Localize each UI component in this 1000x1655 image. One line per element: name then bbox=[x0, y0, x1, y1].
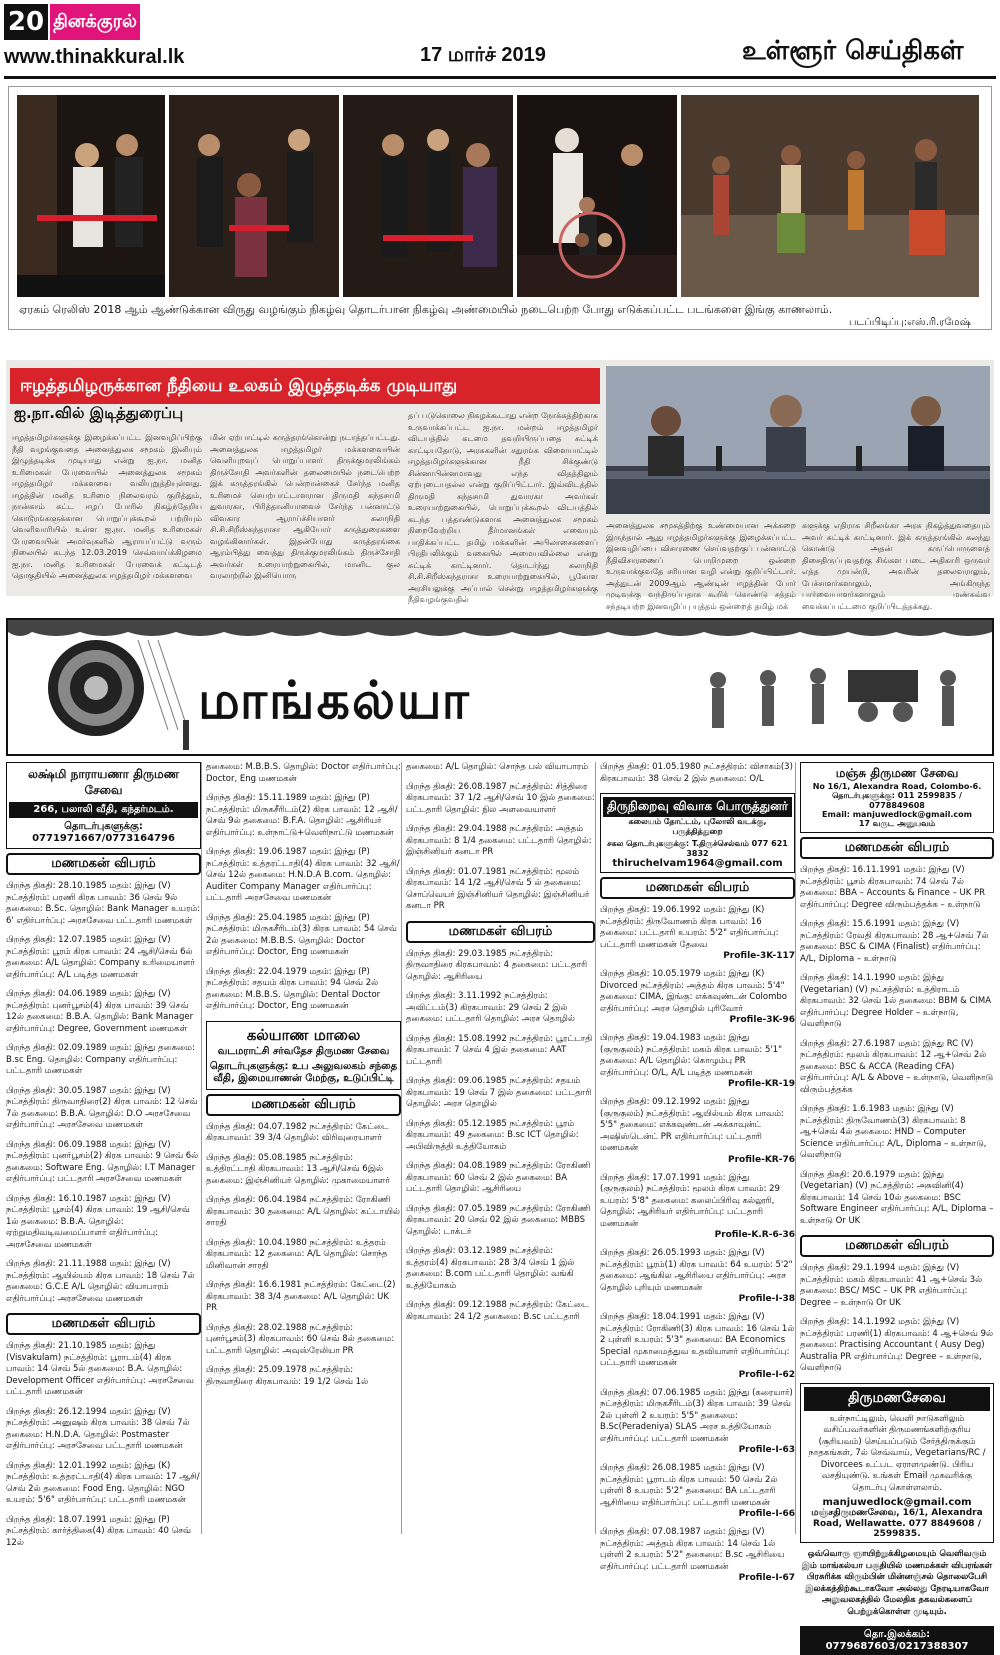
list-item: பிறந்த திகதி: 12.01.1992 மதம்: இந்து (K) நட்சத்திரம்: உத்தரட்டாதி(4) கிரக பாவம்: 17 ஆசி/செவ் 2ல் தகைமை: Food Eng. தொழில்: NGO உயரம்: 5'6" எதிர்பார்ப்பு: பட்டதாரி மணமகன் bbox=[6, 1460, 200, 1505]
profile-id: Profile-KR-76 bbox=[728, 1154, 795, 1165]
article-section bbox=[6, 360, 994, 611]
bride-details-bar: மணமகள் விபரம் bbox=[800, 1235, 994, 1257]
list-item: பிறந்த திகதி: 14.1.1992 மதம்: இந்து (V) நட்சத்திரம்: பரணி(1) கிரகபாவம்: 4 ஆ+செவ் 9ல் தகைமை: Practising Accountant ( Ausy Deg) Australia PR எதிர்பார்ப்பு: Degree – உள்நாடு, வெளிநாடு bbox=[800, 1317, 994, 1373]
list-item: பிறந்த திகதி: 05.08.1985 நட்சத்திரம்: உத்திரட்டாதி கிரகபாவம்: 13 ஆசி/செவ் 6இல் தகைமை: இஞ்சினியர் தொழில்: முகாமையாளர் bbox=[206, 1152, 390, 1186]
list-item: பிறந்த திகதி: 16.11.1991 மதம்: இந்து (V) நட்சத்திரம்: பூசம் கிரகபாவம்: 74 செவ் 7ல் தகைமை: BBA – Accounts & Finance – UK PR எதிர்பார்ப்பு: Degree விரும்பத்தக்க – உள்நாடு bbox=[800, 865, 986, 910]
website-link[interactable]: www.thinakkural.lk bbox=[4, 46, 185, 68]
list-item: பிறந்த திகதி: 18.07.1991 மதம்: இந்து (P) நட்சத்திரம்: கார்த்திகை(4) கிரக பாவம்: 40 செவ் 12ல் bbox=[6, 1514, 192, 1548]
photo-award-presentation[interactable] bbox=[517, 95, 677, 297]
profile-id: Profile-KR-19 bbox=[728, 1079, 795, 1089]
classifieds-column-3 bbox=[406, 762, 596, 1534]
list-item bbox=[600, 969, 795, 1025]
article-column-2: மின் ஏற்பாட்டில் கருத்தரங்கொன்று நடாத்தப்பட்டது. அனைத்துலக ஈழத்தமிழர் மக்களவையின் வெளியுறவுப் பொறுப்பாளர் திருக்குமரலிங்கம் திருச்சோதி அவர்களின் தலைமையில் நடைபெற்ற இக் கருத்தரங்கில் பென்றான்கைச் சேர்ந்த மனித உரிமைச் செயற்பாட்டாளரான திருமதி கந்தசாமி துவாரகா, பிரித்தானியாவைச் சேர்ந்த பன்னாட்டு விவகார ஆராய்ச்சியாளர் கலாநிதி சி.சி.சிறீஸ்கந்தராசா ஆகியோர் கருத்துரைகளை வழங்கினார்கள். இதன்போது கருத்தரங்கை ஆரம்பித்து வைத்து திருக்குமரலிங்கம் திருச்சோதி அவர்கள் உரையாற்றுகையில், மானிட குல வரலாற்றில் இனியொரு bbox=[210, 433, 400, 580]
list-item: பிறந்த திகதி: 19.06.1987 மதம்: இந்து (P) நட்சத்திரம்: உத்தரட்டாதி(4) கிரக பாவம்: 32 ஆசி/செவ் 12ல் தகைமை: H.N.D.A B.com. தொழில்: Auditer Company Manager எதிர்பார்ப்பு: பட்டதாரி அரசசேவை மணமகன் bbox=[206, 847, 400, 903]
list-item: பிறந்த திகதி: 05.12.1985 நட்சத்திரம்: பூரம் கிரகபாவம்: 49 தகைமை: B.sc ICT தொழில்: அபிவிருத்தி உத்தியோகம் bbox=[406, 1118, 579, 1152]
list-item: பிறந்த திகதி: 12.07.1985 மதம்: இந்து (V) நட்சத்திரம்: பூரம் கிரக பாவம்: 24 ஆசி/செவ் 6ல் தகைமை: A/L தொழில்: Company உரிமையாளர் எதிர்பார்ப்பு: A/L படித்த மணமகள் bbox=[6, 935, 195, 980]
groom-list bbox=[800, 865, 994, 1227]
list-item: பிறந்த திகதி: 01.07.1981 நட்சத்திரம்: மூலம் கிரகபாவம்: 14 1/2 ஆசி/செவ் 5 ல் தகைமை: சொப்வெயர் இஞ்சினியர் தொழில்: இஞ்சினியர் கனடா PR bbox=[406, 866, 590, 911]
profile-id: Profile-I-38 bbox=[738, 1294, 795, 1304]
list-item: பிறந்த திகதி: 15.08.1992 நட்சத்திரம்: பூரட்டாதி கிரகபாவம்: 7 செவ் 4 இல் தகைமை: AAT பட்டதாரி bbox=[406, 1033, 593, 1067]
list-item-text: பிறந்த திகதி: 07.06.1985 மதம்: இந்து (கரையார்) நட்சத்திரம்: மிருகசீரிடம்(3) கிரக பாவம்: 39 செவ் 2ல் புள்ளி 2 உயரம்: 5'5" தகைமை: B.Sc(Peradeniya) SLAS அரச உத்தியோகம் எதிர்பார்ப்பு: பட்டதாரி மணமகன் bbox=[600, 1387, 793, 1444]
list-item: பிறந்த திகதி: 04.07.1982 நட்சத்திரம்: கேட்டை கிரகபாவம்: 39 3/4 தொழில்: விரிவுரையாளர் bbox=[206, 1121, 389, 1143]
article-column-1: ஈழத்தமிழர்களுக்கு இழைக்கப்பட்ட இனவழிப்பிற்கு நீதி வழங்குவதை அனைத்துலக சமூகம் இனியும் இழுத்தடிக்க முடியாது என்று ஐ.நா. மனித உரிமைகள் பேரவையில் அனைத்துலக சமூகம் ஈழத்தமிழர் மக்களவை வலியுறுத்தியுள்ளது. ஈழத்தின் மனித உரிமை நிலைவரம் குறித்தும், நான்காம் கட்ட ஈழப் போரில் நிகழ்ந்தேறிய கொடூரங்களுக்கான பொறுப்புக்கூறல் பற்றியும் வெளிவாரியில் உள்ள ஐ.நா. மனித உரிமைகள் பேரவையின் அமர்வுகளில் ஆராயப்பட்டு வரும் நிலையில் கடந்த 12.03.2019 செவ்வாய்க்கிழமை ஐ.நா. மனித உரிமைகள் பேரவைக் கட்டிடத் தொகுதியில் அனைத்துலக ஈழத்தமிழர் மக்களவை bbox=[12, 433, 202, 580]
list-item: பிறந்த திகதி: 29.03.1985 நட்சத்திரம்: திருவாதிரை கிரகபாவம்: 4 தகைமை: பட்டதாரி தொழில்: ஆசிரியை bbox=[406, 948, 588, 982]
profile-id: Profile-3K-117 bbox=[723, 951, 795, 961]
service-contact[interactable]: சகல தொடர்புகளுக்கு: T.திருச்செல்வம் 077 621 3832 bbox=[607, 839, 788, 858]
list-item: பிறந்த திகதி: 15.11.1989 மதம்: இந்து (P) நட்சத்திரம்: மிருகசீரிடம்(2) கிரக பாவம்: 12 ஆசி/செவ் 9ல் தகைமை: B.F.A. தொழில்: ஆசிரியர் எதிர்பார்ப்பு: உள்நாட்டு+வெளிநாட்டு மணமகன் bbox=[206, 793, 398, 838]
lakshmi-service-box bbox=[6, 762, 201, 849]
bride-details-bar: மணமகள் விபரம் bbox=[406, 921, 595, 943]
list-item: பிறந்த திகதி: 28.02.1988 நட்சத்திரம்: புனர்பூசம்(3) கிரகபாவம்: 60 செவ் 8ல் தகைமை: பட்டதாரி தொழில்: அவுஸ்ரேலியா PR bbox=[206, 1322, 395, 1356]
service-email[interactable]: manjuwedlock@gmail.com bbox=[822, 1497, 972, 1508]
groom-list-continued bbox=[406, 762, 595, 913]
list-item: பிறந்த திகதி: 07.05.1989 நட்சத்திரம்: ரோகிணி கிரகபாவம்: 20 செவ் 02 இல் தகைமை: MBBS தொழில்: டாக்டர் bbox=[406, 1203, 591, 1237]
list-item bbox=[600, 1388, 795, 1456]
groom-details-bar: மணமகன் விபரம் bbox=[6, 853, 201, 875]
list-item: பிறந்த திகதி: 22.04.1979 மதம்: இந்து (P) நட்சத்திரம்: சதயம் கிரக பாவம்: 94 செவ் 2ல் தகைமை: M.B.B.S. தொழில்: Dental Doctor எதிர்பார்ப்பு: Doctor, Eng மணமகன் bbox=[206, 966, 381, 1011]
bride-list bbox=[600, 905, 795, 1583]
list-item: பிறந்த திகதி: 27.6.1987 மதம்: இந்து RC (V) நட்சத்திரம்: மூலம் கிரகபாவம்: 12 ஆ+செவ் 2ல் தகைமை: BSC & ACCA (Reading CFA) எதிர்பார்ப்பு: A/L & Above – உள்நாடு, வெளிநாடு விரும்பத்தக்க bbox=[800, 1038, 994, 1095]
list-item-text: பிறந்த திகதி: 10.05.1979 மதம்: இந்து (K) Divorced நட்சத்திரம்: அத்தம் கிரக பாவம்: 5'4" தகைமை: CIMA, இங்கு: எக்கவுண்டன் Colombo எதிர்பார்ப்பு: அரச தொழில் புரிவோர் bbox=[600, 969, 787, 1014]
bride-list bbox=[800, 1263, 994, 1375]
list-item bbox=[600, 1312, 795, 1380]
classifieds-column-2 bbox=[206, 762, 402, 1534]
service-title: மஞ்சு திருமண சேவை bbox=[835, 766, 959, 780]
list-item bbox=[600, 1248, 795, 1304]
bride-details-bar: மணமகள் விபரம் bbox=[600, 877, 795, 899]
classifieds-column-1 bbox=[6, 762, 202, 1548]
list-item-text: பிறந்த திகதி: 18.04.1991 மதம்: இந்து (V) நட்சத்திரம்: ரோகிணி(3) கிரக பாவம்: 16 செவ் 1ல் 2 புள்ளி உயரம்: 5'3" தகைமை: BA Economics Special முகாமைத்துவ உதவியாளர் எதிர்பார்ப்பு: பட்டதாரி மணமகன் bbox=[600, 1312, 795, 1368]
list-item: பிறந்த திகதி: 06.09.1988 மதம்: இந்து (V) நட்சத்திரம்: புனர்பூசம்(2) கிரக பாவம்: 9 செவ் 6ல் தகைமை: Software Eng. தொழில்: I.T Manager எதிர்பார்ப்பு: பட்டதாரி அரசசேவை மணமகள் bbox=[6, 1139, 199, 1184]
classifieds-column-4 bbox=[600, 762, 796, 1583]
list-item: பிறந்த திகதி: 01.05.1980 நட்சத்திரம்: விசாகம்(3) கிரகபாவம்: 38 செவ் 2 இல் தகைமை: O/L bbox=[600, 762, 793, 784]
article-column-4: அனைத்துலக சமூகத்திற்கு உண்மையான அக்கறை இருந்தால் ஆது ஈழத்தமிழர்களுக்கு இழைக்கப்பட்ட இனவழிப்பை விசாரணை செய்வதற்குப் பன்னாட்டு நீதிவிசாரணைப் பொறிமுறை ஒன்றை உருவாக்குவதே சரியான வழி என்று குறிப்பிட்டார். அத்துடன் 2009ஆம் ஆண்டின் ஈழத்தின் போர் முடிவுக்கு வந்திருப்பதாக கூறிக் கொண்டு சத்தம் சந்தடியற்ற இனவழிப்பு யுத்தம் ஒன்றைத் தமிழ் மக் bbox=[606, 521, 796, 611]
profile-id: Profile-K.R-6-36 bbox=[714, 1230, 795, 1240]
photo-dance-performance[interactable] bbox=[681, 95, 979, 297]
mangalya-banner bbox=[6, 618, 994, 756]
service-description: உள்நாட்டிலும், வெளி நாடுகளிலும் வசிப்பவர்களின் திருமணங்களிற்குரிய (சூரியவம்) செய்யப்படும் சேர்த்திருக்கும் நாதகங்கள், 7ல் செவ்வாய், Vegetarians/RC / Divorcees உட்பட ஏராளமுண்டு. பிரிய வசதியுண்டு. உங்கள் Email முகவரிக்கு தொடர்பு கொள்ளலாம். bbox=[808, 1413, 986, 1493]
list-item: பிறந்த திகதி: 03.12.1989 நட்சத்திரம்: உத்தரம்(4) கிரகபாவம்: 28 3/4 செவ் 1 இல் தகைமை: B.com பட்டதாரி தொழில்: வங்கி உத்தியோகம் bbox=[406, 1246, 575, 1291]
list-item: பிறந்த திகதி: 26.08.1987 நட்சத்திரம்: சித்திரை கிரகபாவம்: 37 1/2 ஆசி/செவ் 10 இல் தகைமை: பட்டதாரி தொழில்: நில அளவையாளர் bbox=[406, 781, 595, 815]
list-item: தகைமை: A/L தொழில்: சொந்த பல் வியாபாரம் bbox=[406, 762, 589, 772]
service-email[interactable]: Email: manjuwedlock@gmail.com bbox=[822, 810, 972, 819]
list-item-text: பிறந்த திகதி: 07.08.1987 மதம்: இந்து (V) நட்சத்திரம்: அத்தம் கிரக பாவம்: 14 செவ் 1ல் புள்ளி 2 உயரம்: 5'2" தகைமை: B.sc ஆசிரியை எதிர்பார்ப்பு: பட்டதாரி மணமகன் bbox=[600, 1527, 785, 1572]
bride-list bbox=[6, 1341, 201, 1549]
list-item: பிறந்த திகதி: 02.09.1989 மதம்: இந்து தகைமை: B.sc Eng. தொழில்: Company எதிர்பார்ப்பு: பட்டதாரி மணமகள் bbox=[6, 1043, 195, 1076]
list-item: பிறந்த திகதி: 20.6.1979 மதம்: இந்து (Vegetarian) (V) நட்சத்திரம்: அசுவினி(4) கிரகபாவம்: 14 செவ் 10ல் தகைமை: BSC Software Engineer எதிர்பார்ப்பு: A/L, Diploma – உள்நாடு Or UK bbox=[800, 1169, 994, 1226]
list-item: பிறந்த திகதி: 04.08.1989 நட்சத்திரம்: ரோகிணி கிரகபாவம்: 60 செவ் 2 இல் தகைமை: BA பட்டதாரி தொழில்: ஆசிரியை bbox=[406, 1161, 591, 1194]
article-subhead: ஐ.நா.வில் இடித்துரைப்பு bbox=[14, 404, 184, 422]
photo-lighting-ceremony[interactable] bbox=[343, 95, 513, 297]
issue-date: 17 மார்ச் 2019 bbox=[420, 44, 546, 66]
article-column-3: தப் படுகொலை நிகழக்கூடாது என்ற நோக்கத்திற்காக உருவாக்கப்பட்ட ஐ.நா. மன்றம் ஈழத்தமிழர் விடயத்தில் கடமை தவறியிருப்பதை சுட்டிக் காட்டியதோடு, அரசுகளின் சதுரங்க விளையாட்டில் ஈழத்தமிழர்களுக்கான நீதி சிக்குண்டு சின்னாபின்னமாவது எந்த விதத்திலும் ஏற்புடையதல்ல என்று குறிப்பிட்டார். இவ்விடத்தில் திருமதி கந்தசாமி துவாரகா அவர்கள் உரையாற்றுகையில், பொறுப்புக்கூறல் விடயத்தில் கடந்த பத்தாண்டுகளாக அனைத்துலக சமூகம் நிறைவேற்றிய தீர்மானங்கள் எவையும் பாதிக்கப்பட்ட தமிழ் மக்களின் அபிலாசைகளைப் பிரதிபலிக்கும் வகையில் அமையவில்லை என்று சுட்டிக் காட்டினார். தொடர்ந்து கலாநிதி சி.சி.சிறீஸ்கந்தராசா உரையாற்றுகையில், பூகோள அரசியலுக்கு அப்பால் சென்று ஈழத்தமிழர்களுக்கு நீதிவழங்குவதில் bbox=[408, 411, 598, 604]
list-item: பிறந்த திகதி: 15.6.1991 மதம்: இந்து (V) நட்சத்திரம்: ரேவதி கிரகபாவம்: 28 ஆ+செவ் 7ல் தகைமை: BSC & CIMA (Finalist) எதிர்பார்ப்பு: A/L, Diploma – உள்நாடு bbox=[800, 919, 989, 964]
list-item: பிறந்த திகதி: 29.04.1988 நட்சத்திரம்: அத்தம் கிரகபாவம்: 8 1/4 தகைமை: பட்டதாரி தொழில்: இஞ்சினியர் கனடா PR bbox=[406, 824, 592, 857]
service-email[interactable]: thiruchelvam1964@gmail.com bbox=[612, 858, 783, 869]
list-item: பிறந்த திகதி: 21.10.1985 மதம்: இந்து (Visvakulam) நட்சத்திரம்: பூராடம்(4) கிரக பாவம்: 14 செவ் 5ல் தகைமை: B.A. தொழில்: Development Officer எதிர்பார்ப்பு: அரசசேவை பட்டதாரி மணமகன் bbox=[6, 1341, 194, 1397]
section-title: உள்ளூர் செய்திகள் bbox=[742, 36, 964, 66]
list-item-text: பிறந்த திகதி: 17.07.1991 மதம்: இந்து (குருகுலம்) நட்சத்திரம்: மூலம் கிரக பாவம்: 29 உயரம்: 5'8" தகைமை: கலைப்பிரிவு கல்லூரி, தொழில்: ஆசிரியர் எதிர்பார்ப்பு: பட்டதாரி மணமகன் bbox=[600, 1172, 780, 1229]
list-item: பிறந்த திகதி: 10.04.1980 நட்சத்திரம்: உத்தரம் கிரகபாவம்: 12 தகைமை: A/L தொழில்: சொந்த மினிவான் சாரதி bbox=[206, 1237, 388, 1271]
list-item-text: பிறந்த திகதி: 26.05.1993 மதம்: இந்து (V) நட்சத்திரம்: பூரம்(1) கிரக பாவம்: 64 உயரம்: 5'2" தகைமை: ஆங்கில ஆசிரியை எதிர்பார்ப்பு: அரச தொழில் புரியும் மணமகன் bbox=[600, 1248, 793, 1293]
service-experience: 17 வருட அனுபவம் bbox=[858, 819, 936, 828]
service-subtitle: வடமராட்சி சர்வதேச திருமண சேவை bbox=[217, 1045, 390, 1057]
list-item-text: பிறந்த திகதி: 19.06.1992 மதம்: இந்து (K) நட்சத்திரம்: திருவோணம் கிரக பாவம்: 16 தகைமை: பட்டதாரி உயரம்: 5'2" எதிர்பார்ப்பு: பட்டதாரி மணமகன் தேவை bbox=[600, 905, 779, 950]
profile-id: Profile-I-62 bbox=[738, 1369, 795, 1380]
service-title: திருமணசேவை bbox=[804, 1387, 990, 1411]
list-item-text: பிறந்த திகதி: 26.08.1985 மதம்: இந்து (V) நட்சத்திரம்: பூராடம் கிரக பாவம்: 50 செவ் 2ல் புள்ளி 8 உயரம்: 5'2" தகைமை: BA பட்டதாரி ஆசிரியை எதிர்பார்ப்பு: பட்டதாரி மணமகன் bbox=[600, 1463, 778, 1508]
service-address: No 16/1, Alexandra Road, Colombo-6. bbox=[812, 782, 982, 791]
thirunirai-service-box bbox=[600, 793, 795, 873]
list-item: பிறந்த திகதி: 25.04.1985 மதம்: இந்து (P) நட்சத்திரம்: மிருகசீரிடம்(3) கிரக பாவம்: 54 செவ் 2ல் தகைமை: M.B.B.S. தொழில்: Doctor எதிர்பார்ப்பு: Doctor, Eng மணமகன் bbox=[206, 912, 397, 957]
newspaper-logo[interactable]: தினக்குரல் bbox=[50, 4, 140, 40]
list-item: பிறந்த திகதி: 16.6.1981 நட்சத்திரம்: கேட்டை(2) கிரகபாவம்: 38 3/4 தகைமை: A/L தொழில்: UK PR bbox=[206, 1280, 396, 1313]
profile-id: Profile-3K-96 bbox=[729, 1015, 795, 1025]
manju-service-box bbox=[800, 762, 994, 833]
contact-phone[interactable]: தொ.இலக்கம்: 0779687603/0217388307 bbox=[800, 1626, 994, 1655]
list-item: தகைமை: M.B.B.S. தொழில்: Doctor எதிர்பார்ப்பு: Doctor, Eng மணமகன் bbox=[206, 762, 401, 784]
article-column-5: களுக்கு எதிராக சிறீலங்கா அரசு நிகழ்த்துவதையும் அவர் சுட்டிக் காட்டினார். இக் கருத்தரங்கில் கலந்து கொண்டு அதன் கருப்பொருளைத் திசைதிருப்புவதற்கு சிங்கள படை அதிகாரி ஒருவர் எத்த முயன்றி, அவரின் தலைவராலும், பேச்சாளர்களாலும், அங்கிருந்த பார்வையாளர்களாலும் மண்கவ்வ வைக்கப்பட்டமை குறிப்பிடத்தக்கது. bbox=[802, 521, 990, 611]
list-item: பிறந்த திகதி: 04.06.1989 மதம்: இந்து (V) நட்சத்திரம்: புனர்பூசம்(4) கிரக பாவம்: 39 செவ் 12ல் தகைமை: B.B.A. தொழில்: Bank Manager எதிர்பார்ப்பு: Degree, Government மணமகள் bbox=[6, 989, 194, 1034]
list-item bbox=[600, 1463, 795, 1519]
profile-id: Profile-I-67 bbox=[738, 1573, 795, 1583]
page-number: 20 bbox=[4, 4, 48, 40]
banner-decoration bbox=[8, 620, 992, 754]
kalyana-malai-box bbox=[206, 1021, 401, 1090]
photo-lamp-lighting[interactable] bbox=[169, 95, 339, 297]
list-item: பிறந்த திகதி: 09.06.1985 நட்சத்திரம்: சதயம் கிரகபாவம்: 19 செவ் 7 இல் தகைமை: பட்டதாரி தொழில்: அரச தொழில் bbox=[406, 1076, 592, 1109]
list-item bbox=[600, 1527, 795, 1583]
list-item bbox=[600, 1173, 795, 1241]
profile-id: Profile-I-66 bbox=[738, 1509, 795, 1519]
masthead bbox=[0, 0, 1000, 78]
groom-details-bar: மணமகன் விபரம் bbox=[206, 1094, 401, 1116]
list-item: பிறந்த திகதி: 26.12.1994 மதம்: இந்து (V) நட்சத்திரம்: அனுஷம் கிரக பாவம்: 38 செவ் 7ல் தகைமை: H.N.D.A. தொழில்: Postmaster எதிர்பார்ப்பு: அரசசேவை பட்டதாரி மணமகன் bbox=[6, 1406, 190, 1451]
submission-notice: ஒவ்வொரு ஞாயிற்றுக்கிழமையும் வெளிவரும் இம் மாங்கல்யா பகுதியில் மணமக்கள் விபரங்கள் பிரசுரிக்க விரும்பின் மின்னஞ்சல் தொலைபேசி இலக்கத்திற்கூடாகவோ அல்லது நேரடியாகவோ அலுவலகத்தில் மேலதிக தகவல்களைப் பெற்றுக்கொள்ள முடியும். bbox=[801, 1549, 993, 1617]
groom-list bbox=[6, 881, 201, 1305]
panel-speakers-image bbox=[606, 366, 990, 514]
article-photo-panel[interactable] bbox=[606, 366, 990, 514]
groom-list bbox=[206, 1122, 401, 1389]
list-item: பிறந்த திகதி: 14.1.1990 மதம்: இந்து (Vegetarian) (V) நட்சத்திரம்: உத்திராடம் கிரகபாவம்: 32 செவ் 1ல் தகைமை: BBM & CIMA எதிர்பார்ப்பு: Degree Holder – உள்நாடு, வெளிநாடு bbox=[800, 973, 992, 1029]
service-title: லக்ஷ்மி நாராயணா திருமண சேவை bbox=[28, 767, 179, 797]
photo-credit: படப்பிடிப்பு:எஸ்.ரி.ரமேஷ் bbox=[849, 317, 971, 328]
list-item-text: பிறந்த திகதி: 19.04.1983 மதம்: இந்து (குருகுலம்) நட்சத்திரம்: மகம் கிரக பாவம்: 5'1" தகைமை: A/L தொழில்: கொழும்பு PR எதிர்பார்ப்பு: O/L, A/L படித்த மணமகன் bbox=[600, 1033, 783, 1078]
service-contact[interactable]: தொடர்புகளுக்கு: 0771971667/0773164796 bbox=[32, 821, 175, 844]
bride-details-bar: மணமகள் விபரம் bbox=[6, 1313, 201, 1335]
list-item: பிறந்த திகதி: 29.1.1994 மதம்: இந்து (V) நட்சத்திரம்: மகம் கிரகபாவம்: 41 ஆ+செவ் 3ல் தகைமை: BSC/ MSC – UK PR எதிர்பார்ப்பு: Degree – உள்நாடு Or UK bbox=[800, 1263, 983, 1308]
service-title: கல்யாண மாலை bbox=[246, 1025, 361, 1044]
photo-strip bbox=[8, 86, 992, 330]
list-item: பிறந்த திகதி: 28.10.1985 மதம்: இந்து (V) நட்சத்திரம்: பரணி கிரக பாவம்: 36 செவ் 9ல் தகைமை: B.Sc. தொழில்: Bank Manager உயரம்: 6' எதிர்பார்ப்பு: அரசசேவை பட்டதாரி மணமகள் bbox=[6, 881, 201, 926]
groom-details-bar: மணமகன் விபரம் bbox=[800, 837, 994, 859]
service-address: கலையம் தோட்டம், புலோலி வடக்கு, பருத்தித்துறை bbox=[628, 817, 767, 836]
bride-list bbox=[406, 949, 595, 1324]
list-item-text: பிறந்த திகதி: 09.12.1992 மதம்: இந்து (குருகுலம்) நட்சத்திரம்: ஆயில்யம் கிரக பாவம்: 5'5" தகைமை: எக்கவுண்டன் அக்காவுன்ட் அஷிஸ்டென்ட் PR எதிர்பார்ப்பு: பட்டதாரி மணமகன் bbox=[600, 1097, 784, 1153]
service-contact[interactable]: தொடர்புகளுக்கு: 011 2599835 / 0778849608 bbox=[832, 791, 962, 810]
groom-list-continued bbox=[206, 762, 401, 1013]
article-headline[interactable]: ஈழத்தமிழருக்கான நீதியை உலகம் இழுத்தடிக்க முடியாது bbox=[10, 368, 600, 404]
service-contact[interactable]: தொடர்புகளுக்கு: உப அலுவலகம் சந்தை வீதி, இமையாணன் மேற்கு, உடுப்பிட்டி bbox=[209, 1060, 398, 1084]
photo-caption: ஏரகம் ரெலிஸ் 2018 ஆம் ஆண்டுக்கான விருது வழங்கும் நிகழ்வு தொடர்பான நிகழ்வு அண்மையில் நடைபெற்ற போது எடுக்கப்பட்ட படங்களை இங்கு காணலாம். bbox=[19, 303, 833, 316]
list-item bbox=[600, 1033, 795, 1089]
marriage-service-ad bbox=[800, 1383, 994, 1544]
list-item: பிறந்த திகதி: 25.09.1978 நட்சத்திரம்: திருவாதிரை கிரகபாவம்: 19 1/2 செவ் 1ல் bbox=[206, 1365, 369, 1387]
profile-id: Profile-I-63 bbox=[738, 1445, 795, 1455]
masthead-rule bbox=[4, 76, 996, 79]
list-item: பிறந்த திகதி: 30.05.1987 மதம்: இந்து (V) நட்சத்திரம்: திருவாதிரை(2) கிரக பாவம்: 12 செவ் 7ல் தகைமை: B.B.A. தொழில்: D.O அரசசேவை எதிர்பார்ப்பு: அரசசேவை மணமகள் bbox=[6, 1085, 198, 1130]
list-item: பிறந்த திகதி: 1.6.1983 மதம்: இந்து (V) நட்சத்திரம்: திருவோணம்(3) கிரகபாவம்: 8 ஆ+செவ் 4ல் தகைமை: HND – Computer Science எதிர்பார்ப்பு: A/L, Diploma – உள்நாடு, வெளிநாடு bbox=[800, 1104, 987, 1160]
photo-ribbon-cutting[interactable] bbox=[17, 95, 165, 297]
service-address: மஞ்சதிருமணசேவை, 16/1, Alexandra Road, Wellawatte. 077 8849608 / 2599835. bbox=[811, 1508, 983, 1539]
list-item: பிறந்த திகதி: 21.11.1988 மதம்: இந்து (V) நட்சத்திரம்: ஆயில்யம் கிரக பாவம்: 18 செவ் 7ல் தகைமை: G.C.E A/L தொழில்: வியாபாரம் எதிர்பார்ப்பு: அரசசேவை மணமகள் bbox=[6, 1259, 195, 1304]
service-title: திருநிறைவு விவாக பொருத்துனர் bbox=[603, 797, 792, 817]
list-item bbox=[600, 1097, 795, 1165]
list-item: பிறந்த திகதி: 3.11.1992 நட்சத்திரம்: அவிட்டம்(3) கிரகபாவம்: 29 செவ் 2 இல் தகைமை: பட்டதாரி தொழில்: அரச தொழில் bbox=[406, 991, 575, 1024]
list-item: பிறந்த திகதி: 09.12.1988 நட்சத்திரம்: கேட்டை கிரகபாவம்: 24 1/2 தகைமை: B.sc பட்டதாரி bbox=[406, 1300, 589, 1322]
list-item bbox=[600, 905, 795, 961]
banner-title: மாங்கல்யா bbox=[198, 670, 471, 731]
list-item: பிறந்த திகதி: 06.04.1984 நட்சத்திரம்: ரோகிணி கிரகபாவம்: 30 தகைமை: A/L தொழில்: கட்டாயில் சாரதி bbox=[206, 1195, 400, 1228]
service-address: 266, பலாலி வீதி, கந்தர்மடம். bbox=[9, 802, 198, 818]
list-item: பிறந்த திகதி: 16.10.1987 மதம்: இந்து (V) நட்சத்திரம்: பூசம்(4) கிரக பாவம்: 19 ஆசி/செவ் 1ல் தகைமை: B.B.A. தொழில்: ஏற்றுமதிவடிவமைப்பாளர் எதிர்பார்ப்பு: அரசசேவை மணமகள் bbox=[6, 1193, 190, 1250]
classifieds-column-5 bbox=[800, 762, 994, 1652]
